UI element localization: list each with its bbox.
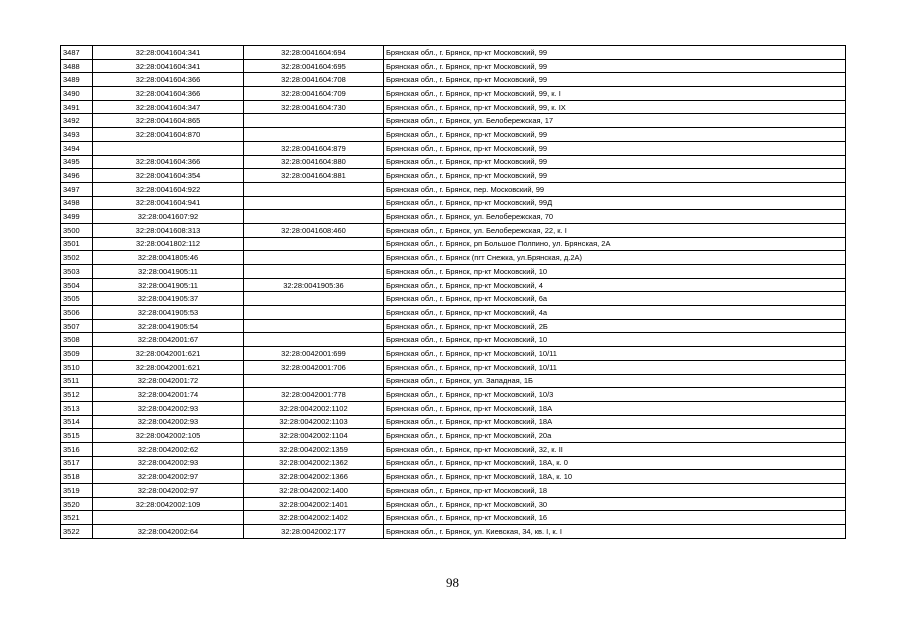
address-cell: Брянская обл., г. Брянск, пр-кт Московский, 99 [384,155,846,169]
cadastral-number-cell: 32:28:0041604:366 [93,87,244,101]
table-row [61,401,846,415]
row-number-cell: 3493 [61,128,93,142]
address-cell: Брянская обл., г. Брянск, пр-кт Московский, 4а [384,306,846,320]
row-number-cell: 3514 [61,415,93,429]
cadastral-number-cell: 32:28:0041802:112 [93,237,244,251]
object-cadastral-number-cell: 32:28:0041604:708 [244,73,384,87]
property-register-table [60,45,846,539]
table-row [61,292,846,306]
cadastral-number-cell: 32:28:0042001:621 [93,347,244,361]
table-row [61,46,846,60]
object-cadastral-number-cell: 32:28:0042002:1402 [244,511,384,525]
address-cell: Брянская обл., г. Брянск, ул. Белобережская, 17 [384,114,846,128]
table-row [61,456,846,470]
object-cadastral-number-cell: 32:28:0041604:709 [244,87,384,101]
cadastral-number-cell: 32:28:0042002:97 [93,484,244,498]
address-cell: Брянская обл., г. Брянск, пр-кт Московский, 10 [384,333,846,347]
address-cell: Брянская обл., г. Брянск, пр-кт Московский, 4 [384,278,846,292]
table-row [61,155,846,169]
row-number-cell: 3506 [61,306,93,320]
table-row [61,511,846,525]
row-number-cell: 3512 [61,388,93,402]
object-cadastral-number-cell: 32:28:0042002:1401 [244,497,384,511]
object-cadastral-number-cell [244,319,384,333]
cadastral-number-cell: 32:28:0042002:105 [93,429,244,443]
cadastral-number-cell: 32:28:0041604:341 [93,59,244,73]
table-row [61,333,846,347]
address-cell: Брянская обл., г. Брянск, пр-кт Московский, 18А, к. 10 [384,470,846,484]
table-row [61,415,846,429]
cadastral-number-cell: 32:28:0041604:366 [93,155,244,169]
address-cell: Брянская обл., г. Брянск, пр-кт Московский, 2Б [384,319,846,333]
cadastral-number-cell: 32:28:0041604:354 [93,169,244,183]
address-cell: Брянская обл., г. Брянск, пр-кт Московский, 10 [384,265,846,279]
cadastral-number-cell: 32:28:0042002:93 [93,456,244,470]
object-cadastral-number-cell [244,114,384,128]
table-row [61,360,846,374]
address-cell: Брянская обл., г. Брянск, ул. Западная, 1Б [384,374,846,388]
object-cadastral-number-cell [244,210,384,224]
address-cell: Брянская обл., г. Брянск (пгт Снежка, ул.Брянская, д.2А) [384,251,846,265]
table-row [61,319,846,333]
address-cell: Брянская обл., г. Брянск, пр-кт Московский, 20а [384,429,846,443]
object-cadastral-number-cell: 32:28:0042002:1400 [244,484,384,498]
cadastral-number-cell: 32:28:0042001:67 [93,333,244,347]
row-number-cell: 3504 [61,278,93,292]
table-row [61,73,846,87]
object-cadastral-number-cell [244,374,384,388]
cadastral-number-cell: 32:28:0041905:11 [93,278,244,292]
cadastral-number-cell: 32:28:0041604:341 [93,46,244,60]
row-number-cell: 3508 [61,333,93,347]
address-cell: Брянская обл., г. Брянск, пр-кт Московский, 99 [384,141,846,155]
object-cadastral-number-cell: 32:28:0041905:36 [244,278,384,292]
object-cadastral-number-cell [244,333,384,347]
table-row [61,210,846,224]
row-number-cell: 3522 [61,525,93,539]
object-cadastral-number-cell: 32:28:0041604:880 [244,155,384,169]
table-row [61,347,846,361]
row-number-cell: 3509 [61,347,93,361]
object-cadastral-number-cell: 32:28:0041604:695 [244,59,384,73]
cadastral-number-cell: 32:28:0041905:54 [93,319,244,333]
cadastral-number-cell [93,141,244,155]
table-row [61,374,846,388]
cadastral-number-cell: 32:28:0042002:97 [93,470,244,484]
address-cell: Брянская обл., г. Брянск, ул. Белобережская, 22, к. I [384,223,846,237]
address-cell: Брянская обл., г. Брянск, пр-кт Московский, 99Д [384,196,846,210]
cadastral-number-cell: 32:28:0041805:46 [93,251,244,265]
object-cadastral-number-cell [244,128,384,142]
row-number-cell: 3507 [61,319,93,333]
object-cadastral-number-cell: 32:28:0042002:1359 [244,442,384,456]
table-row [61,128,846,142]
row-number-cell: 3489 [61,73,93,87]
cadastral-number-cell: 32:28:0041604:870 [93,128,244,142]
row-number-cell: 3498 [61,196,93,210]
page-number: 98 [446,575,459,590]
address-cell: Брянская обл., г. Брянск, пр-кт Московский, 18А [384,401,846,415]
table-body [61,46,846,539]
table-row [61,525,846,539]
row-number-cell: 3490 [61,87,93,101]
object-cadastral-number-cell: 32:28:0041608:460 [244,223,384,237]
row-number-cell: 3515 [61,429,93,443]
table-row [61,251,846,265]
cadastral-number-cell: 32:28:0042001:72 [93,374,244,388]
cadastral-number-cell: 32:28:0041608:313 [93,223,244,237]
row-number-cell: 3499 [61,210,93,224]
cadastral-number-cell: 32:28:0042002:64 [93,525,244,539]
object-cadastral-number-cell: 32:28:0042001:699 [244,347,384,361]
row-number-cell: 3518 [61,470,93,484]
row-number-cell: 3510 [61,360,93,374]
cadastral-number-cell: 32:28:0041905:11 [93,265,244,279]
table-row [61,484,846,498]
table-row [61,223,846,237]
table-row [61,442,846,456]
object-cadastral-number-cell: 32:28:0041604:694 [244,46,384,60]
object-cadastral-number-cell [244,265,384,279]
row-number-cell: 3519 [61,484,93,498]
cadastral-number-cell: 32:28:0041905:53 [93,306,244,320]
row-number-cell: 3503 [61,265,93,279]
cadastral-number-cell: 32:28:0042001:621 [93,360,244,374]
cadastral-number-cell: 32:28:0041604:865 [93,114,244,128]
address-cell: Брянская обл., г. Брянск, пр-кт Московский, 18А, к. 0 [384,456,846,470]
object-cadastral-number-cell: 32:28:0042002:1103 [244,415,384,429]
address-cell: Брянская обл., г. Брянск, рп Большое Полпино, ул. Брянская, 2А [384,237,846,251]
table-row [61,100,846,114]
table-row [61,306,846,320]
cadastral-number-cell: 32:28:0042002:93 [93,415,244,429]
address-cell: Брянская обл., г. Брянск, пр-кт Московский, 32, к. II [384,442,846,456]
table-row [61,114,846,128]
table-row [61,265,846,279]
cadastral-number-cell: 32:28:0042002:62 [93,442,244,456]
row-number-cell: 3521 [61,511,93,525]
table-row [61,169,846,183]
table-row [61,388,846,402]
table-row [61,497,846,511]
object-cadastral-number-cell: 32:28:0042002:1102 [244,401,384,415]
cadastral-number-cell: 32:28:0042002:93 [93,401,244,415]
cadastral-number-cell [93,511,244,525]
object-cadastral-number-cell [244,306,384,320]
address-cell: Брянская обл., г. Брянск, пр-кт Московский, 99 [384,128,846,142]
address-cell: Брянская обл., г. Брянск, пр-кт Московский, 16 [384,511,846,525]
object-cadastral-number-cell [244,182,384,196]
cadastral-number-cell: 32:28:0041905:37 [93,292,244,306]
object-cadastral-number-cell [244,292,384,306]
address-cell: Брянская обл., г. Брянск, пр-кт Московский, 99 [384,73,846,87]
cadastral-number-cell: 32:28:0041607:92 [93,210,244,224]
row-number-cell: 3511 [61,374,93,388]
address-cell: Брянская обл., г. Брянск, пр-кт Московский, 99, к. IX [384,100,846,114]
address-cell: Брянская обл., г. Брянск, пр-кт Московский, 10/11 [384,360,846,374]
row-number-cell: 3497 [61,182,93,196]
address-cell: Брянская обл., г. Брянск, пр-кт Московский, 99 [384,169,846,183]
address-cell: Брянская обл., г. Брянск, пр-кт Московский, 30 [384,497,846,511]
cadastral-number-cell: 32:28:0041604:922 [93,182,244,196]
object-cadastral-number-cell: 32:28:0042002:1362 [244,456,384,470]
row-number-cell: 3517 [61,456,93,470]
address-cell: Брянская обл., г. Брянск, пр-кт Московский, 99 [384,59,846,73]
row-number-cell: 3520 [61,497,93,511]
object-cadastral-number-cell: 32:28:0042002:1366 [244,470,384,484]
row-number-cell: 3488 [61,59,93,73]
row-number-cell: 3513 [61,401,93,415]
row-number-cell: 3500 [61,223,93,237]
table-row [61,278,846,292]
address-cell: Брянская обл., г. Брянск, ул. Белобережская, 70 [384,210,846,224]
cadastral-number-cell: 32:28:0041604:347 [93,100,244,114]
table-row [61,87,846,101]
address-cell: Брянская обл., г. Брянск, пр-кт Московский, 99 [384,46,846,60]
object-cadastral-number-cell [244,251,384,265]
row-number-cell: 3516 [61,442,93,456]
address-cell: Брянская обл., г. Брянск, пр-кт Московский, 10/11 [384,347,846,361]
cadastral-number-cell: 32:28:0042002:109 [93,497,244,511]
address-cell: Брянская обл., г. Брянск, ул. Киевская, 34, кв. I, к. I [384,525,846,539]
table-row [61,59,846,73]
table-row [61,182,846,196]
table-row [61,141,846,155]
cadastral-number-cell: 32:28:0042001:74 [93,388,244,402]
object-cadastral-number-cell: 32:28:0042002:177 [244,525,384,539]
table-row [61,470,846,484]
table-row [61,196,846,210]
address-cell: Брянская обл., г. Брянск, пр-кт Московский, 18 [384,484,846,498]
table-row [61,429,846,443]
address-cell: Брянская обл., г. Брянск, пр-кт Московский, 99, к. I [384,87,846,101]
row-number-cell: 3502 [61,251,93,265]
address-cell: Брянская обл., г. Брянск, пр-кт Московский, 6а [384,292,846,306]
address-cell: Брянская обл., г. Брянск, пр-кт Московский, 10/3 [384,388,846,402]
row-number-cell: 3491 [61,100,93,114]
address-cell: Брянская обл., г. Брянск, пр-кт Московский, 18А [384,415,846,429]
row-number-cell: 3495 [61,155,93,169]
object-cadastral-number-cell: 32:28:0042001:778 [244,388,384,402]
row-number-cell: 3492 [61,114,93,128]
object-cadastral-number-cell: 32:28:0041604:881 [244,169,384,183]
row-number-cell: 3487 [61,46,93,60]
object-cadastral-number-cell: 32:28:0042002:1104 [244,429,384,443]
row-number-cell: 3494 [61,141,93,155]
object-cadastral-number-cell [244,237,384,251]
row-number-cell: 3501 [61,237,93,251]
object-cadastral-number-cell: 32:28:0041604:879 [244,141,384,155]
object-cadastral-number-cell [244,196,384,210]
cadastral-number-cell: 32:28:0041604:941 [93,196,244,210]
row-number-cell: 3496 [61,169,93,183]
object-cadastral-number-cell: 32:28:0041604:730 [244,100,384,114]
object-cadastral-number-cell: 32:28:0042001:706 [244,360,384,374]
cadastral-number-cell: 32:28:0041604:366 [93,73,244,87]
address-cell: Брянская обл., г. Брянск, пер. Московский, 99 [384,182,846,196]
table-row [61,237,846,251]
row-number-cell: 3505 [61,292,93,306]
